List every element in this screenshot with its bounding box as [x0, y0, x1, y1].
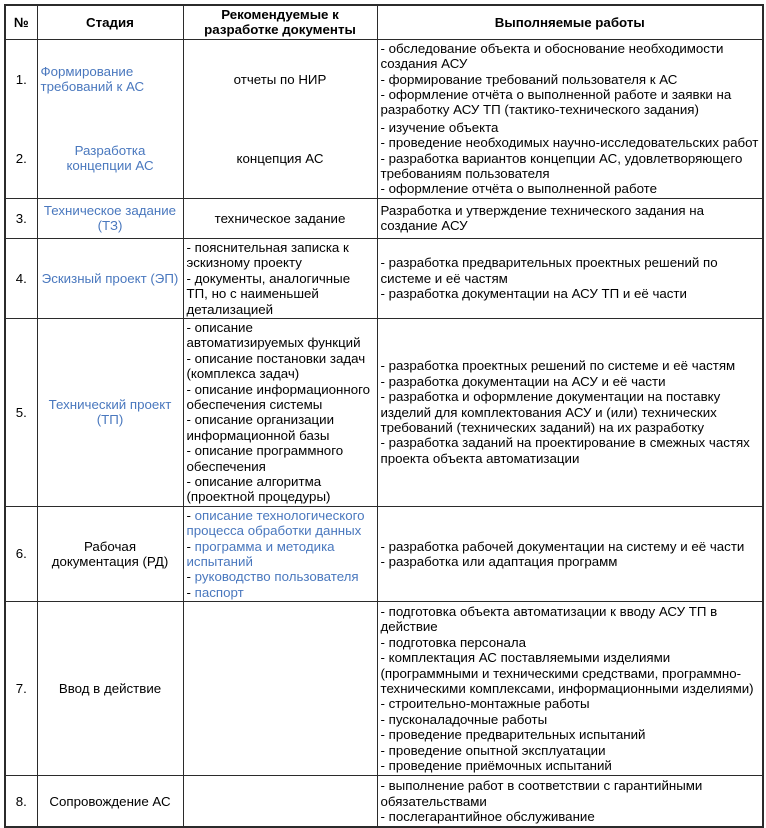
work-item: - оформление отчёта о выполненной работе — [380, 181, 658, 197]
work-item: - формирование требований пользователя к АС — [380, 71, 678, 87]
row-number: 1. — [5, 39, 37, 119]
row-number: 5. — [5, 318, 37, 506]
stage-cell — [37, 198, 183, 238]
list-dash: - — [186, 381, 195, 397]
doc-label: пояснительная записка к эскизному проекту — [186, 239, 349, 271]
table-row — [5, 506, 763, 601]
row-number: 6. — [5, 506, 37, 601]
stage-label: Рабочая документация (РД) — [51, 538, 169, 569]
list-dash: - — [186, 538, 195, 554]
table-row — [5, 198, 763, 238]
doc-list-item — [187, 351, 374, 382]
row-number: 4. — [5, 238, 37, 318]
list-dash: - — [186, 443, 195, 459]
doc-link[interactable]: паспорт — [194, 584, 244, 600]
work-item: - изучение объекта — [380, 119, 499, 135]
docs-cell — [183, 119, 377, 199]
docs-cell — [183, 602, 377, 776]
doc-label: описание алгоритма (проектной процедуры) — [186, 473, 331, 505]
doc-label: описание автоматизируемых функций — [186, 319, 361, 351]
work-item: - оформление отчёта о выполненной работе и заявки на разработку АСУ ТП (тактико-технического задания) — [380, 87, 732, 118]
stage-label: Сопровождение АС — [49, 793, 171, 809]
table-row — [5, 776, 763, 828]
works-cell — [377, 318, 763, 506]
doc-list-item — [187, 585, 374, 600]
work-item: - пусконаладочные работы — [380, 711, 548, 727]
work-item: - обследование объекта и обоснование необходимости создания АСУ — [380, 40, 724, 72]
header-stage: Стадия — [37, 5, 183, 39]
list-dash: - — [186, 350, 195, 366]
work-item: - разработка документации на АСУ ТП и её части — [380, 286, 687, 302]
work-item: - разработка вариантов концепции АС, удовлетворяющего требованиям пользователя — [380, 150, 743, 182]
doc-link[interactable]: руководство пользователя — [194, 569, 359, 585]
list-dash: - — [186, 319, 195, 335]
stage-cell — [37, 506, 183, 601]
doc-list-item — [187, 240, 374, 271]
stage-link[interactable]: Формирование требований к АС — [40, 63, 145, 95]
work-item: - проведение предварительных испытаний — [380, 727, 646, 743]
docs-cell — [183, 238, 377, 318]
row-number: 7. — [5, 602, 37, 776]
list-dash: - — [186, 507, 195, 523]
stages-table — [4, 4, 764, 828]
header-docs: Рекомендуемые к разработке документы — [183, 5, 377, 39]
work-item: - разработка предварительных проектных решений по системе и её частям — [380, 255, 718, 286]
works-cell — [377, 776, 763, 828]
list-dash: - — [186, 584, 195, 600]
work-item: - проведение опытной эксплуатации — [380, 742, 606, 758]
works-cell — [377, 506, 763, 601]
work-item: - разработка или адаптация программ — [380, 554, 618, 569]
doc-list-item — [187, 271, 374, 317]
stage-cell — [37, 238, 183, 318]
works-cell — [377, 198, 763, 238]
row-number: 8. — [5, 776, 37, 828]
work-item: - разработка и оформление документации на поставку изделий для комплектования АСУ и (или) технических требований (технических заданий) на их разработку — [380, 389, 721, 436]
work-item: - проведение необходимых научно-исследовательских работ — [380, 135, 759, 151]
stage-link[interactable]: Эскизный проект (ЭП) — [41, 270, 179, 286]
doc-link[interactable]: описание технологического процесса обработки данных — [186, 507, 365, 539]
stage-cell — [37, 39, 183, 119]
table-row — [5, 238, 763, 318]
row-number: 3. — [5, 198, 37, 238]
works-cell — [377, 602, 763, 776]
doc-label: описание программного обеспечения — [186, 443, 344, 474]
work-item: - разработка документации на АСУ и её части — [380, 373, 666, 389]
work-item: - разработка проектных решений по системе и её частям — [380, 358, 736, 374]
docs-cell — [183, 776, 377, 828]
work-item: - разработка рабочей документации на систему и её части — [380, 538, 745, 554]
doc-label: описание организации информационной базы — [186, 412, 335, 443]
table-row — [5, 318, 763, 506]
work-item: - подготовка объекта автоматизации к вводу АСУ ТП в действие — [380, 603, 718, 635]
doc-list-item — [187, 569, 374, 584]
doc-label: отчеты по НИР — [233, 71, 327, 87]
list-dash: - — [186, 270, 195, 286]
doc-label: документы, аналогичные ТП, но с наименьшей детализацией — [186, 270, 351, 317]
stage-cell — [37, 119, 183, 199]
stage-link[interactable]: Технический проект (ТП) — [48, 396, 172, 428]
list-dash: - — [186, 569, 195, 585]
work-item: - выполнение работ в соответствии с гарантийными обязательствами — [380, 778, 703, 809]
docs-cell — [183, 198, 377, 238]
work-item: - проведение приёмочных испытаний — [380, 758, 612, 774]
stage-link[interactable]: Разработка концепции АС — [66, 142, 154, 174]
doc-list-item — [187, 474, 374, 505]
doc-list-item — [187, 443, 374, 474]
stage-cell — [37, 776, 183, 828]
work-item: - строительно-монтажные работы — [380, 696, 590, 712]
work-item: - послегарантийное обслуживание — [380, 808, 595, 824]
header-works: Выполняемые работы — [377, 5, 763, 39]
doc-label: описание постановки задач (комплекса задач) — [186, 350, 366, 382]
docs-cell — [183, 39, 377, 119]
work-item: Разработка и утверждение технического задания на создание АСУ — [380, 202, 705, 234]
works-cell — [377, 119, 763, 199]
header-row — [5, 5, 763, 39]
works-cell — [377, 238, 763, 318]
table-row — [5, 39, 763, 119]
work-item: - подготовка персонала — [380, 634, 527, 650]
list-dash: - — [186, 412, 195, 428]
docs-cell — [183, 318, 377, 506]
stage-link[interactable]: Техническое задание (ТЗ) — [43, 202, 177, 234]
stage-label: Ввод в действие — [58, 681, 162, 697]
doc-label: описание информационного обеспечения системы — [186, 381, 371, 412]
doc-list-item — [187, 320, 374, 351]
table-row — [5, 602, 763, 776]
list-dash: - — [186, 473, 195, 489]
table-header — [5, 5, 763, 39]
doc-list-item — [187, 382, 374, 413]
work-item: - комплектация АС поставляемыми изделиями (программными и техническими средствами, программно-техническими комплексами, информационными изделиями) — [380, 650, 754, 697]
works-cell — [377, 39, 763, 119]
stage-cell — [37, 318, 183, 506]
row-number: 2. — [5, 119, 37, 199]
doc-list-item — [187, 508, 374, 539]
list-dash: - — [186, 239, 195, 255]
doc-link[interactable]: программа и методика испытаний — [186, 538, 335, 569]
doc-label: концепция АС — [236, 150, 324, 166]
header-num: № — [5, 5, 37, 39]
work-item: - разработка заданий на проектирование в смежных частях проекта объекта автоматизации — [380, 435, 750, 466]
table-body — [5, 39, 763, 827]
docs-cell — [183, 506, 377, 601]
table-row — [5, 119, 763, 199]
stage-cell — [37, 602, 183, 776]
doc-list-item — [187, 539, 374, 570]
doc-list-item — [187, 412, 374, 443]
doc-label: техническое задание — [214, 210, 346, 226]
